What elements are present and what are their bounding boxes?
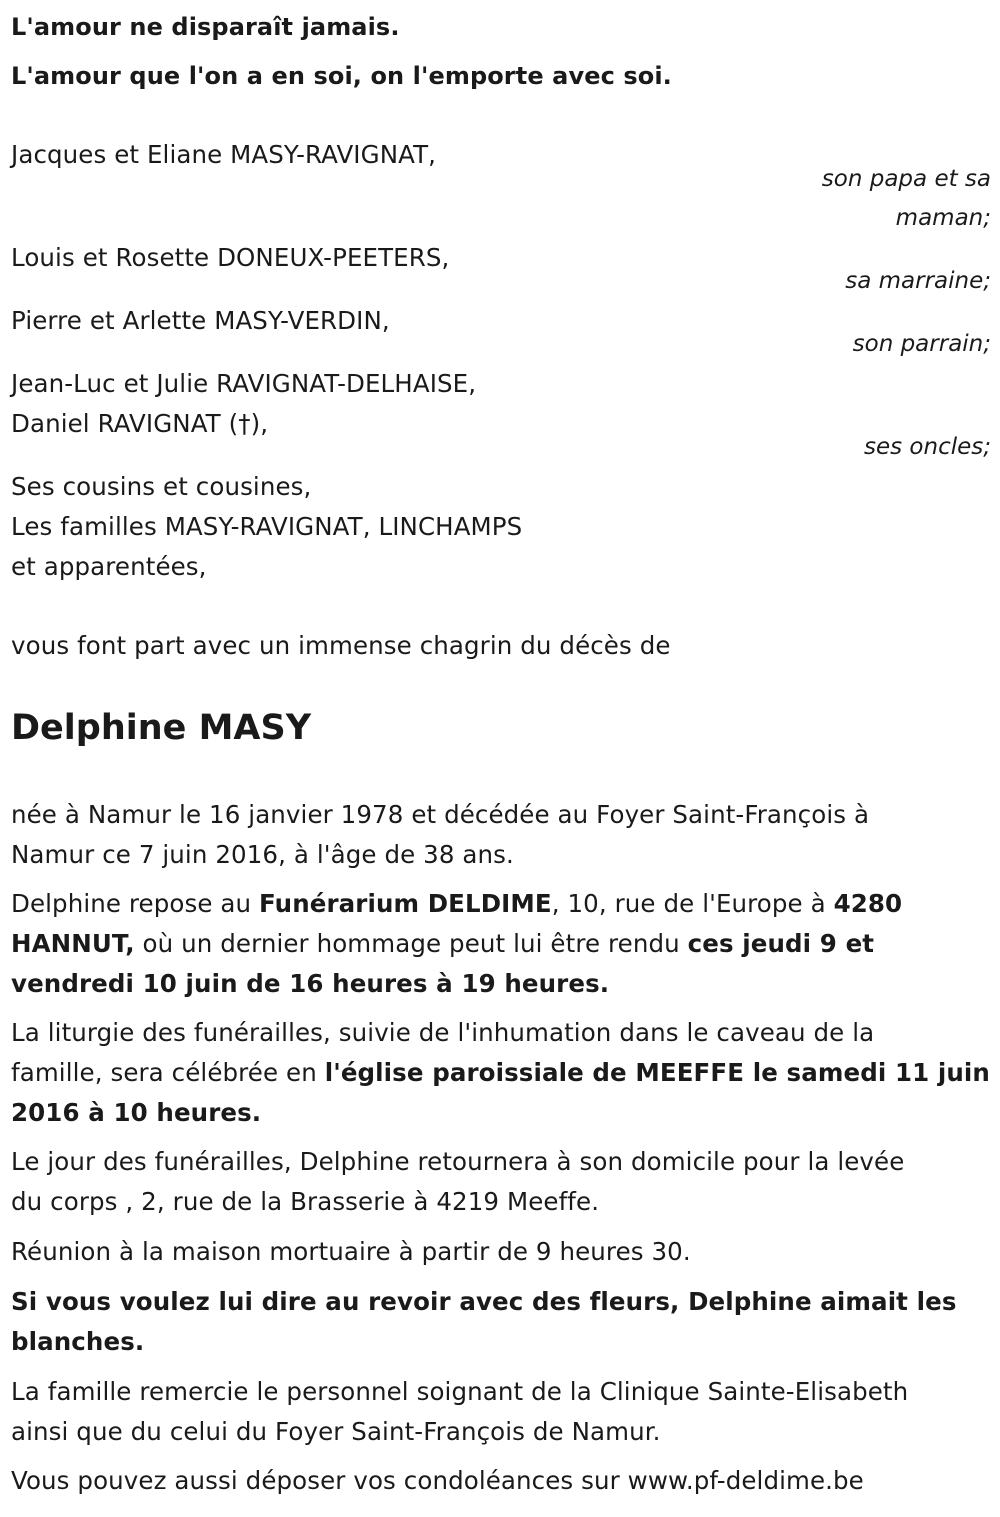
funerarium-line-3: vendredi 10 juin de 16 heures à 19 heures. <box>11 969 610 998</box>
role-parents-2: maman; <box>895 205 991 231</box>
family-parents: Jacques et Eliane MASY-RAVIGNAT, <box>11 140 437 169</box>
birth-line-2: Namur ce 7 juin 2016, à l'âge de 38 ans. <box>11 840 514 869</box>
motto-line-1: L'amour ne disparaît jamais. <box>11 13 400 41</box>
family-families-1: Les familles MASY-RAVIGNAT, LINCHAMPS <box>11 512 523 541</box>
condolences-line: Vous pouvez aussi déposer vos condoléances sur www.pf-deldime.be <box>11 1466 864 1495</box>
announcement-text: vous font part avec un immense chagrin du décès de <box>11 631 671 660</box>
flowers-line-2: blanches. <box>11 1327 145 1356</box>
motto-line-2: L'amour que l'on a en soi, on l'emporte avec soi. <box>11 62 672 90</box>
family-families-2: et apparentées, <box>11 552 207 581</box>
role-godmother: sa marraine; <box>845 268 991 294</box>
role-uncles: ses oncles; <box>864 434 991 460</box>
family-uncle-1: Jean-Luc et Julie RAVIGNAT-DELHAISE, <box>11 369 477 398</box>
liturgy-line-1: La liturgie des funérailles, suivie de l'inhumation dans le caveau de la <box>11 1018 875 1047</box>
funerarium-line-2: HANNUT, où un dernier hommage peut lui être rendu ces jeudi 9 et <box>11 929 875 958</box>
family-godmother: Louis et Rosette DONEUX-PEETERS, <box>11 243 450 272</box>
role-godfather: son parrain; <box>852 331 991 357</box>
funeral-day-line-1: Le jour des funérailles, Delphine retournera à son domicile pour la levée <box>11 1147 905 1176</box>
birth-line-1: née à Namur le 16 janvier 1978 et décédée au Foyer Saint-François à <box>11 800 870 829</box>
funerarium-line-1: Delphine repose au Funérarium DELDIME, 10, rue de l'Europe à 4280 <box>11 889 903 918</box>
liturgy-line-2: famille, sera célébrée en l'église paroissiale de MEEFFE le samedi 11 juin <box>11 1058 990 1087</box>
meeting-line: Réunion à la maison mortuaire à partir de 9 heures 30. <box>11 1237 691 1266</box>
thanks-line-2: ainsi que du celui du Foyer Saint-François de Namur. <box>11 1417 661 1446</box>
family-cousins: Ses cousins et cousines, <box>11 472 312 501</box>
family-godfather: Pierre et Arlette MASY-VERDIN, <box>11 306 390 335</box>
deceased-name: Delphine MASY <box>11 708 312 748</box>
funeral-day-line-2: du corps , 2, rue de la Brasserie à 4219 Meeffe. <box>11 1187 600 1216</box>
thanks-line-1: La famille remercie le personnel soignant de la Clinique Sainte-Elisabeth <box>11 1377 909 1406</box>
liturgy-line-3: 2016 à 10 heures. <box>11 1098 262 1127</box>
role-parents-1: son papa et sa <box>821 166 991 192</box>
family-uncle-2: Daniel RAVIGNAT (†), <box>11 409 269 438</box>
flowers-line-1: Si vous voulez lui dire au revoir avec des fleurs, Delphine aimait les <box>11 1287 957 1316</box>
